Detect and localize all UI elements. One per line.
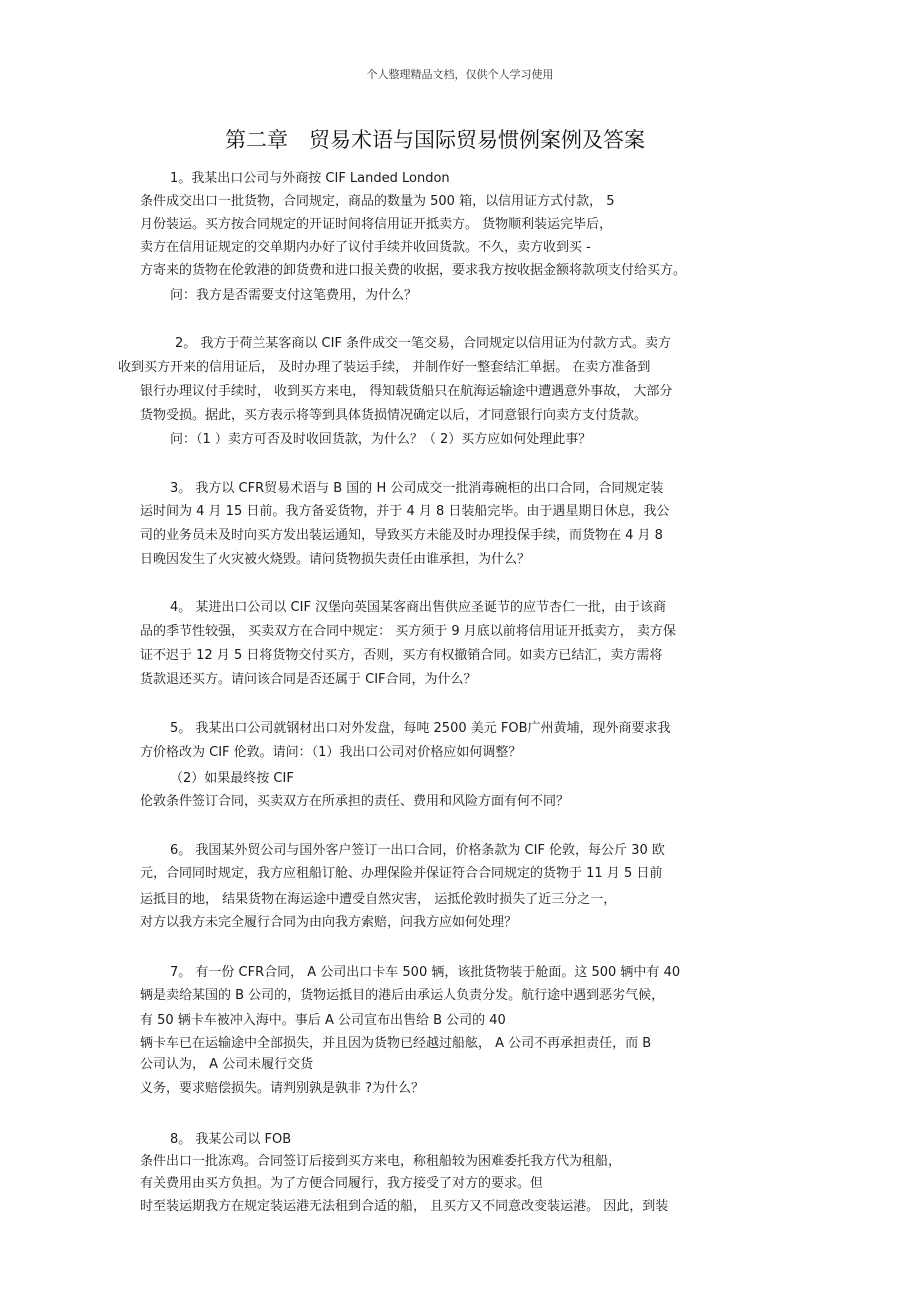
case-5-line-1: 5。 我某出口公司就钢材出口对外发盘，每吨 2500 美元 FOB广州黄埔，现外商要求我	[170, 721, 671, 736]
page-header: 个人整理精品文档，仅供个人学习使用	[366, 68, 554, 81]
case-8-line-2: 条件出口一批冻鸡。合同签订后接到买方来电，称租船较为困难委托我方代为租船，	[140, 1154, 622, 1169]
case-1-line-4: 卖方在信用证规定的交单期内办好了议付手续并收回货款。不久，卖方收到买 -	[140, 240, 591, 255]
case-7-line-3: 有 50 辆卡车被冲入海中。事后 A 公司宣布出售给 B 公司的 40	[140, 1013, 506, 1028]
case-6-line-4: 对方以我方未完全履行合同为由向我方索赔，问我方应如何处理？	[140, 915, 518, 930]
case-4-line-4: 货款退还买方。请问该合同是否还属于 CIF合同，为什么？	[140, 672, 477, 687]
case-6-line-1: 6。 我国某外贸公司与国外客户签订一出口合同，价格条款为 CIF 伦敦，每公斤 30 欧	[170, 843, 665, 858]
case-7-line-2: 辆是卖给某国的 B 公司的，货物运抵目的港后由承运人负责分发。航行途中遇到恶劣气候，	[140, 988, 665, 1003]
case-2-question: 问：（1 ）卖方可否及时收回货款，为什么？（ 2）买方应如何处理此事？	[170, 432, 592, 447]
case-2-line-3: 银行办理议付手续时， 收到买方来电， 得知载货船只在航海运输途中遭遇意外事故， 大部分	[140, 384, 673, 399]
case-8-line-3: 有关费用由买方负担。为了方便合同履行，我方接受了对方的要求。但	[140, 1176, 544, 1191]
case-7-line-4: 辆卡车已在运输途中全部损失，并且因为货物已经越过船舷， A 公司不再承担责任，而 B	[140, 1036, 652, 1051]
case-6-line-3: 运抵目的地， 结果货物在海运途中遭受自然灾害， 运抵伦敦时损失了近三分之一，	[140, 892, 617, 907]
case-4-line-1: 4。 某进出口公司以 CIF 汉堡向英国某客商出售供应圣诞节的应节杏仁一批，由于该商	[170, 600, 667, 615]
case-4-line-3: 证不迟于 12 月 5 日将货物交付买方，否则，买方有权撤销合同。如卖方已结汇，卖方需将	[140, 648, 663, 663]
case-2-line-1: 2。 我方于荷兰某客商以 CIF 条件成交一笔交易，合同规定以信用证为付款方式。卖方	[175, 336, 672, 351]
case-1-line-2: 条件成交出口一批货物，合同规定，商品的数量为 500 箱，以信用证方式付款， 5	[140, 194, 615, 209]
case-3-line-2: 运时间为 4 月 15 日前。我方备妥货物，并于 4 月 8 日装船完毕。由于遇星期日休息，我公	[140, 504, 670, 519]
case-7-line-1: 7。 有一份 CFR合同， A 公司出口卡车 500 辆，该批货物装于舱面。这 500 辆中有 40	[170, 965, 681, 980]
case-2-line-4: 货物受损。据此，买方表示将等到具体货损情况确定以后，才同意银行向卖方支付货款。	[140, 408, 648, 423]
case-7-line-6: 义务，要求赔偿损失。请判别孰是孰非 ?为什么？	[140, 1081, 425, 1096]
case-5-line-4: 伦敦条件签订合同，买卖双方在所承担的责任、费用和风险方面有何不同？	[140, 794, 570, 809]
chapter-title: 第二章 贸易术语与国际贸易惯例案例及答案	[225, 128, 645, 152]
case-7-line-5: 公司认为， A 公司未履行交货	[140, 1057, 314, 1072]
case-3-line-3: 司的业务员未及时向买方发出装运通知，导致买方未能及时办理投保手续，而货物在 4 月 8	[140, 528, 663, 543]
case-5-line-2: 方价格改为 CIF 伦敦。请问：（1）我出口公司对价格应如何调整？	[140, 745, 522, 760]
case-3-line-4: 日晚因发生了火灾被火烧毁。请问货物损失责任由谁承担，为什么？	[140, 552, 531, 567]
case-1-line-3: 月份装运。买方按合同规定的开证时间将信用证开抵卖方。 货物顺利装运完毕后，	[140, 217, 613, 232]
case-4-line-2: 品的季节性较强， 买卖双方在合同中规定： 买方须于 9 月底以前将信用证开抵卖方， 卖方保	[140, 624, 676, 639]
case-2-line-2: 收到买方开来的信用证后， 及时办理了装运手续， 并制作好一整套结汇单据。 在卖方准备到	[118, 360, 651, 375]
case-1-line-1: 1。我某出口公司与外商按 CIF Landed London	[170, 171, 450, 186]
case-1-question: 问：我方是否需要支付这笔费用，为什么？	[170, 288, 418, 303]
case-3-line-1: 3。 我方以 CFR贸易术语与 B 国的 H 公司成交一批消毒碗柜的出口合同，合同规定装	[170, 481, 664, 496]
case-6-line-2: 元，合同同时规定，我方应租船订舱、办理保险并保证符合合同规定的货物于 11 月 5 日前	[140, 866, 663, 881]
case-8-line-1: 8。 我某公司以 FOB	[170, 1132, 292, 1147]
case-8-line-4: 时至装运期我方在规定装运港无法租到合适的船， 且买方又不同意改变装运港。 因此，到装	[140, 1199, 669, 1214]
case-5-question-2: （2）如果最终按 CIF	[170, 771, 294, 786]
case-1-line-5: 方寄来的货物在伦敦港的卸货费和进口报关费的收据，要求我方按收据金额将款项支付给买方。	[140, 263, 687, 278]
